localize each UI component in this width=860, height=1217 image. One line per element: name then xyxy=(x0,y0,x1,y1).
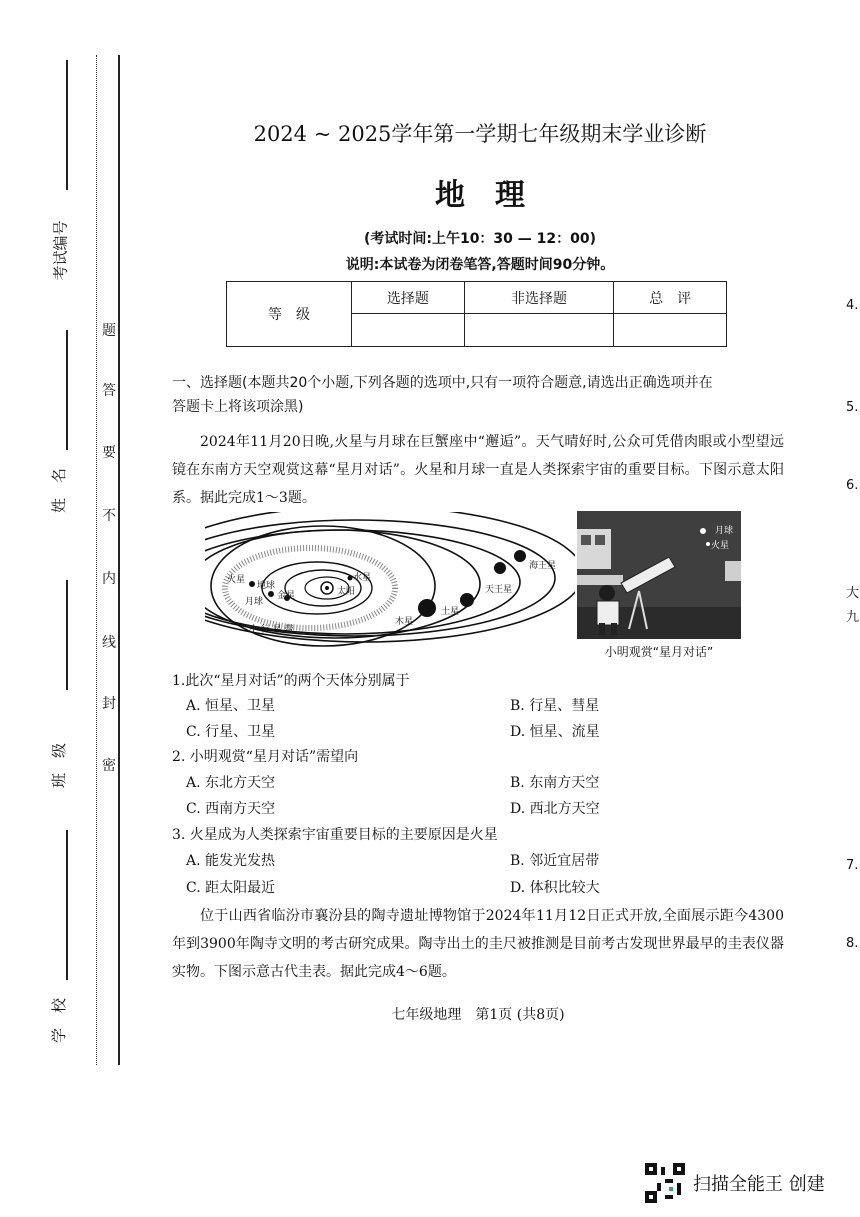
exam-note: 说明:本试卷为闭卷笔答,答题时间90分钟。 xyxy=(345,257,615,273)
question-stem: 3. 火星成为人类探索宇宙重要目标的主要原因是火星 xyxy=(172,827,498,843)
label-jupiter: 木星 xyxy=(395,617,414,627)
label-mercury: 水星 xyxy=(353,573,372,583)
field-line-class xyxy=(66,580,68,690)
label-earth: 地球 xyxy=(257,581,276,591)
question-stem: 2. 小明观赏“星月对话”需望向 xyxy=(172,749,359,765)
qr-code-icon xyxy=(645,1163,685,1203)
field-label-class: 班 级 xyxy=(50,742,69,789)
margin-solid-line xyxy=(118,55,120,1065)
exam-title: 2024 ~ 2025学年第一学期七年级期末学业诊断 xyxy=(253,122,707,146)
exam-time: (考试时间:上午10：30 — 12：00) xyxy=(363,231,597,247)
edge-fragment: 5. xyxy=(846,400,859,415)
option-b[interactable]: B. 邻近宜居带 xyxy=(510,853,600,869)
label-venus: 金星 xyxy=(277,591,296,601)
field-line-exam-number xyxy=(66,60,68,190)
edge-fragment: 8. xyxy=(846,936,859,951)
label-mars: 火星 xyxy=(227,575,246,585)
edge-fragment: 大 xyxy=(846,586,860,601)
grade-cell-nonchoice[interactable] xyxy=(464,314,613,347)
seal-char: 题 xyxy=(102,323,116,339)
grade-row-label: 等 级 xyxy=(227,282,352,347)
grade-cell-total[interactable] xyxy=(614,314,727,347)
label-sun: 太阳 xyxy=(337,587,356,597)
watermark-text: 扫描全能王 创建 xyxy=(693,1174,825,1195)
stargazing-illustration xyxy=(577,511,741,639)
field-label-name: 姓 名 xyxy=(50,467,69,514)
field-label-exam-number: 考试编号 xyxy=(51,220,70,281)
label-uranus: 天王星 xyxy=(485,585,513,595)
option-a[interactable]: A. 能发光发热 xyxy=(186,853,276,869)
photo-caption: 小明观赏“星月对话” xyxy=(604,645,714,659)
option-a[interactable]: A. 东北方天空 xyxy=(186,775,276,791)
page-footer: 七年级地理 第1页 (共8页) xyxy=(391,1007,565,1023)
question-stem: 1.此次“星月对话”的两个天体分别属于 xyxy=(172,673,410,689)
option-a[interactable]: A. 恒星、卫星 xyxy=(186,698,276,714)
binding-margin xyxy=(0,0,125,1217)
label-saturn: 土星 xyxy=(441,607,460,617)
grade-col-choice: 选择题 xyxy=(352,282,465,314)
grade-cell-choice[interactable] xyxy=(352,314,465,347)
option-b[interactable]: B. 行星、彗星 xyxy=(510,698,600,714)
section-heading: 一、选择题(本题共20个小题,下列各题的选项中,只有一项符合题意,请选出正确选项并在 xyxy=(172,375,713,391)
grade-table xyxy=(226,281,727,347)
field-line-name xyxy=(66,330,68,450)
option-c[interactable]: C. 距太阳最近 xyxy=(186,880,276,896)
photo-label-moon: 月球 xyxy=(715,526,734,536)
option-d[interactable]: D. 恒星、流星 xyxy=(510,724,600,740)
label-asteroid-belt: 小 行 星 带 xyxy=(249,625,294,635)
grade-col-nonchoice: 非选择题 xyxy=(464,282,613,314)
option-c[interactable]: C. 行星、卫星 xyxy=(186,724,276,740)
edge-fragment: 九 xyxy=(846,610,860,625)
seal-char: 要 xyxy=(102,445,116,461)
seal-char: 线 xyxy=(102,635,116,651)
option-d[interactable]: D. 西北方天空 xyxy=(510,801,600,817)
option-b[interactable]: B. 东南方天空 xyxy=(510,775,600,791)
edge-fragment: 7. xyxy=(846,858,859,873)
passage-mars-moon: 2024年11月20日晚,火星与月球在巨蟹座中“邂逅”。天气晴好时,公众可凭借肉眼或小型望远镜在东南方天空观赏这幕“星月对话”。火星和月球一直是人类探索宇宙的重要目标。下图示意太阳系。据此完成1～3题。 xyxy=(172,434,784,506)
edge-fragment: 4. xyxy=(846,298,859,313)
option-d[interactable]: D. 体积比较大 xyxy=(510,880,600,896)
field-label-school: 学 校 xyxy=(50,997,69,1044)
solar-labels xyxy=(205,512,575,652)
label-neptune: 海王星 xyxy=(529,561,557,571)
seal-dotted-line xyxy=(96,55,97,1065)
field-line-school xyxy=(66,830,68,980)
edge-fragment: 6. xyxy=(846,478,859,493)
seal-char: 不 xyxy=(102,508,116,524)
seal-char: 封 xyxy=(102,696,116,712)
seal-char: 密 xyxy=(102,758,116,774)
seal-char: 答 xyxy=(102,383,116,399)
label-moon: 月球 xyxy=(245,597,264,607)
option-c[interactable]: C. 西南方天空 xyxy=(186,801,276,817)
subject-title: 地 理 xyxy=(435,178,525,213)
passage-taosi: 位于山西省临汾市襄汾县的陶寺遗址博物馆于2024年11月12日正式开放,全面展示距今4300年到3900年陶寺文明的考古研究成果。陶寺出土的圭尺被推测是目前考古发现世界最早的圭表仪器实物。下图示意古代圭表。据此完成4～6题。 xyxy=(172,908,784,980)
scanner-watermark xyxy=(645,1163,825,1203)
seal-char: 内 xyxy=(102,571,116,587)
section-heading-cont: 答题卡上将该项涂黑) xyxy=(172,399,304,415)
photo-label-mars: 火星 xyxy=(711,541,730,551)
grade-col-total: 总 评 xyxy=(614,282,727,314)
